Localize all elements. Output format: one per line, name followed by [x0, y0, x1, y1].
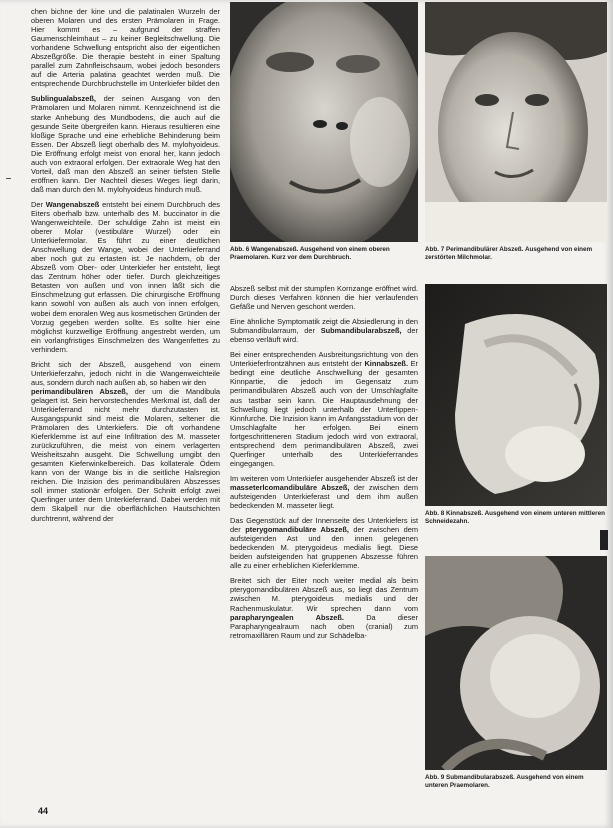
figure-7-photo [425, 2, 607, 242]
figure-6-caption: Abb. 6 Wangenabszeß. Ausgehend von einem oberen Praemolaren. Kurz vor dem Durchbruch. [230, 246, 390, 261]
mid-paragraph-6: Breitet sich der Eiter noch weiter medial als beim pterygomandibulären Abszeß aus, so liegt das Zentrum zwischen M. pterygoideus medialis und der Rachenmuskulatur. Wir sprechen dann vom parapharyngealen Abszeß. Da dieser Parapharyngealraum nach oben (cranial) zum retromaxillären Raum und zur Schädelba- [230, 576, 419, 640]
margin-tick [6, 178, 11, 179]
middle-text-column [230, 284, 418, 646]
figure-7-caption: Abb. 7 Perimandibulärer Abszeß. Ausgehend von einem zerstörten Milchmolar. [425, 246, 593, 261]
left-paragraph-2: Sublingualabszeß, der seinen Ausgang von den Prämolaren und Molaren nimmt. Kennzeichnend ist die starke Anhebung des Mundbodens, die auch auf die gesunde Seite übergreifen kann. Hieraus resultieren eine kloßige Sprache und eine erhebliche Behinderung beim Essen. Der Abszeß liegt oberhalb des M. mylohyoideus. Die Eröffnung erfolgt meist von enoral her, kann jedoch auch von extraoral erfolgen. Der extraorale Weg hat den Vorteil, daß man den Abszeß an seiner tiefsten Stelle eröffnen kann. Der Nachteil dieses Weges liegt darin, daß man durch den M. mylohyoideus hindurch muß. [31, 94, 220, 194]
mid-paragraph-4: Im weiteren vom Unterkiefer ausgehender Abszeß ist der masseterlcomandibuläre Abszeß, der zwischen dem aufsteigenden Unterkieferast und dem ihm außen bedeckenden M. masseter liegt. [230, 473, 418, 511]
left-text-column [31, 7, 220, 529]
figure-8-caption: Abb. 8 Kinnabszeß. Ausgehend von einem unteren mittleren Schneidezahn. [425, 510, 605, 525]
mid-paragraph-1: Abszeß selbst mit der stumpfen Kornzange eröffnet wird. Durch dieses Verfahren können die hier verlaufenden Gefäße und Nerven geschont werden. [230, 284, 418, 312]
left-paragraph-3: Der Wangenabszeß entsteht bei einem Durchbruch des Eiters oberhalb bzw. unterhalb des M. buccinator in die Wangenweichteile. Der schuldige Zahn ist meist ein oberer Molar (vestibuläre Wurzel) oder ein Unterkiefermolar. Es führt zu einer deutlichen Anschwellung der Wange, wobei der Unterkieferrand aber noch gut zu ertasten ist. Je nachdem, ob der Abszeß vom Ober- oder Unterkiefer her entsteht, liegt das Zentrum höher oder tiefer. Durch gleichzeitiges Betasten von außen und von innen läßt sich die Einschmelzung gut erfassen. Die chirurgische Eröffnung kann sowohl von außen als auch von innen erfolgen, wobei dem enoralen Weg aus kosmetischen Gründen der Vorzug gegeben werden sollte. Es sollte hier eine möglichst kurzwellige Eröffnung angestrebt werden, um ein vorlangfristiges Einschmelzen des Wangenfettes zu verhindern. [31, 199, 220, 354]
figure-9-photo [425, 556, 607, 770]
mid-paragraph-5: Das Gegenstück auf der Innenseite des Unterkiefers ist der pterygomandibuläre Abszeß, der zwischen dem aufsteigenden Ast und den innen gelegenen bedeckenden M. pterygoideus medialis liegt. Diese beiden aufsteigenden hat gruppenen Abszesse führen alle zu einer erheblichen Kieferklemme. [230, 516, 418, 571]
left-paragraph-4: Bricht sich der Abszeß, ausgehend von einem Unterkieferzahn, jedoch nicht in die Wangenweichteile aus, sondern durch nach außen ab, so haben wir den [31, 359, 220, 387]
left-paragraph-5: perimandibulären Abszeß, der um die Mandibula gelagert ist. Sein hervorstechendes Merkmal ist, daß der Unterkieferrand nicht mehr durchzutasten ist. Ausgangspunkt sind meist die Molaren, seltener die Prämolaren des Unterkiefers. Die oft vorhandene Kieferklemme ist auf eine Infiltration des M. masseter zurückzuführen, die meist von einem verlagerten Weisheitszahn ausgeht. Die Schwellung umgibt den gesamten Kieferwinkelbereich. Das kollaterale Ödem kann von der Wange bis in die seitliche Halsregion reichen. Die Inzision des perimandibulären Abszesses soll immer stationär erfolgen. Der Schnitt erfolgt zwei Querfinger unter dem Unterkieferrand. Dabei werden mit dem Skalpell nur die oberflächlichen Hautschichten durchtrennt, während der [31, 386, 220, 523]
page-number: 44 [38, 806, 49, 816]
margin-mark [600, 530, 608, 550]
figure-8-photo [425, 284, 607, 506]
mid-paragraph-2: Eine ähnliche Symptomatik zeigt die Absiedlerung in den Submandibularraum, der Submandibularabszeß, der ebenso verläuft wird. [230, 317, 418, 345]
figure-9-caption: Abb. 9 Submandibularabszeß. Ausgehend von einem unteren Praemolaren. [425, 774, 584, 789]
figure-6-photo [230, 2, 418, 242]
left-paragraph-1: chen bichne der kine und die palatinalen Wurzeln der oberen Molaren und des ersten Prämolaren in Frage. Hier kommt es – aufgrund der straffen Gaumenschleimhaut – zu keiner Begleitschwellung. Die vorhandene Schwellung entspricht also der eigentlichen Abszeßgröße. Die therapie besteht in einer Spaltung parallel zum Zahnfleischsaum, wobei jedoch besonders auf die Arteria palatina geachtet werden muß. Die entsprechende Durchbruchstelle im Unterkiefer bildet den [31, 7, 220, 89]
mid-paragraph-3: Bei einer entsprechenden Ausbreitungsrichtung von den Unterkieferfrontzähnen aus entsteht der Kinnabszeß. Er bedingt eine deutliche Anschwellung der gesamten Kinnpartie, die jedoch im Gegensatz zum perimandibulären Abszeß auch von der Umschlagfalte aus tastbar sein kann. Die Hauptausdehnung der Schwellung liegt jedoch unterhalb der Unterlippen-Kinnfurche. Die Inzision kann im Anfangsstadium von der Umschlagfalte her erfolgen. Bei einem fortgeschritteneren Stadium jedoch wird von extraoral, entsprechend dem perimandibulären Abszeß, zwei Querfinger unterhalb des Unterkieferrandes eingegangen. [230, 350, 418, 468]
